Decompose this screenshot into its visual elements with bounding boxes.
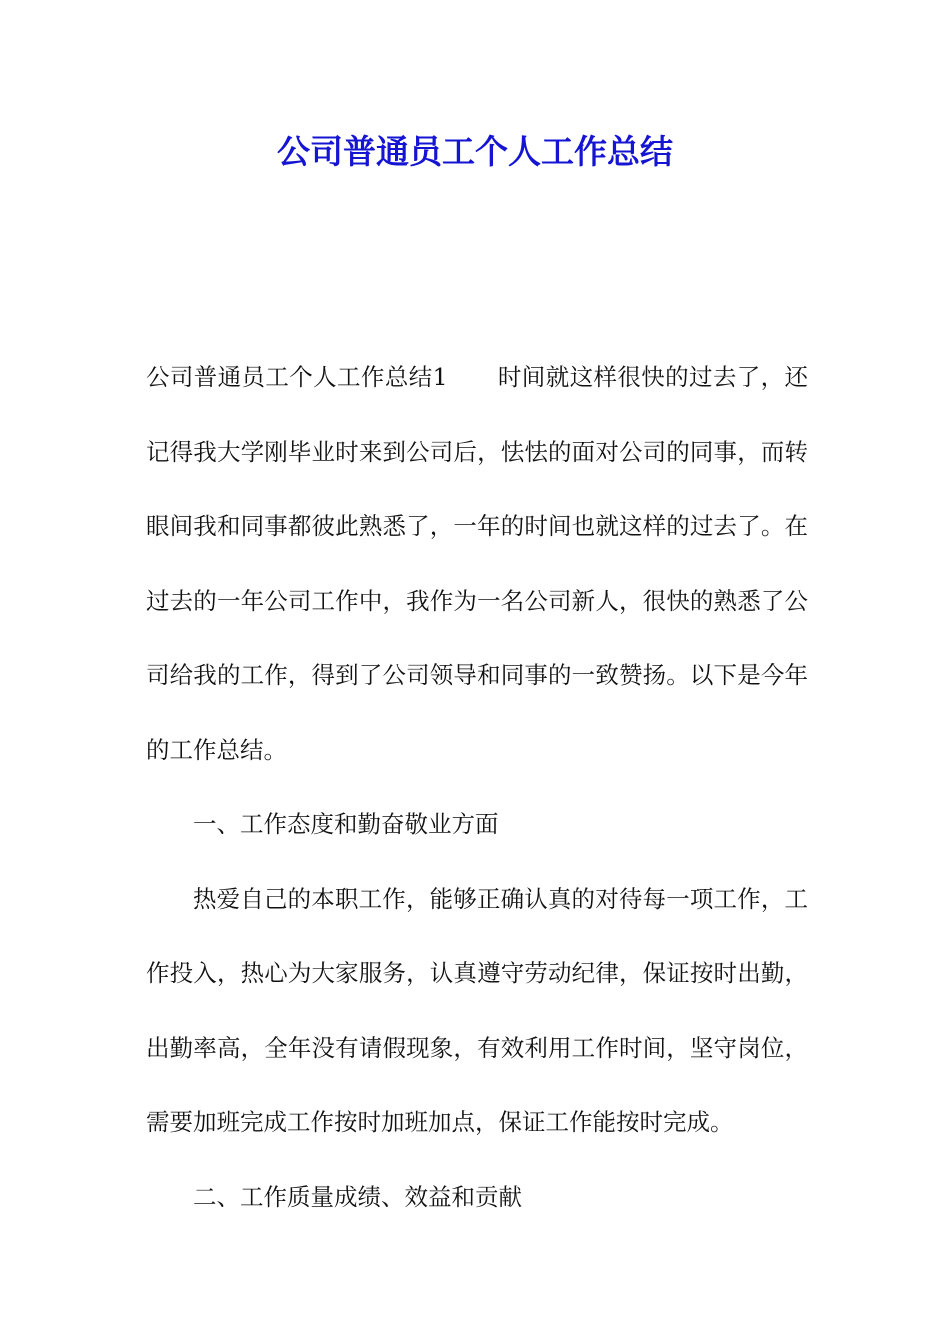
paragraph-intro bbox=[146, 340, 808, 787]
document-body bbox=[146, 340, 808, 1234]
paragraph-text: 时间就这样很快的过去了，还记得我大学刚毕业时来到公司后，怯怯的面对公司的同事，而转眼间我和同事都彼此熟悉了，一年的时间也就这样的过去了。在过去的一年公司工作中，我作为一名公司新人，很快的熟悉了公司给我的工作，得到了公司领导和同事的一致赞扬。以下是今年的工作总结。 bbox=[146, 363, 809, 764]
document-title: 公司普通员工个人工作总结 bbox=[277, 132, 673, 171]
heading-work-quality: 二、工作质量成绩、效益和贡献 bbox=[193, 1182, 522, 1211]
section-label: 公司普通员工个人工作总结1 bbox=[146, 363, 448, 391]
heading-work-attitude: 一、工作态度和勤奋敬业方面 bbox=[193, 810, 499, 838]
paragraph-work-attitude: 热爱自己的本职工作，能够正确认真的对待每一项工作，工作投入，热心为大家服务，认真遵守劳动纪律，保证按时出勤，出勤率高，全年没有请假现象，有效利用工作时间，坚守岗位，需要加班完成工作按时加班加点，保证工作能按时完成。 bbox=[146, 884, 808, 1136]
